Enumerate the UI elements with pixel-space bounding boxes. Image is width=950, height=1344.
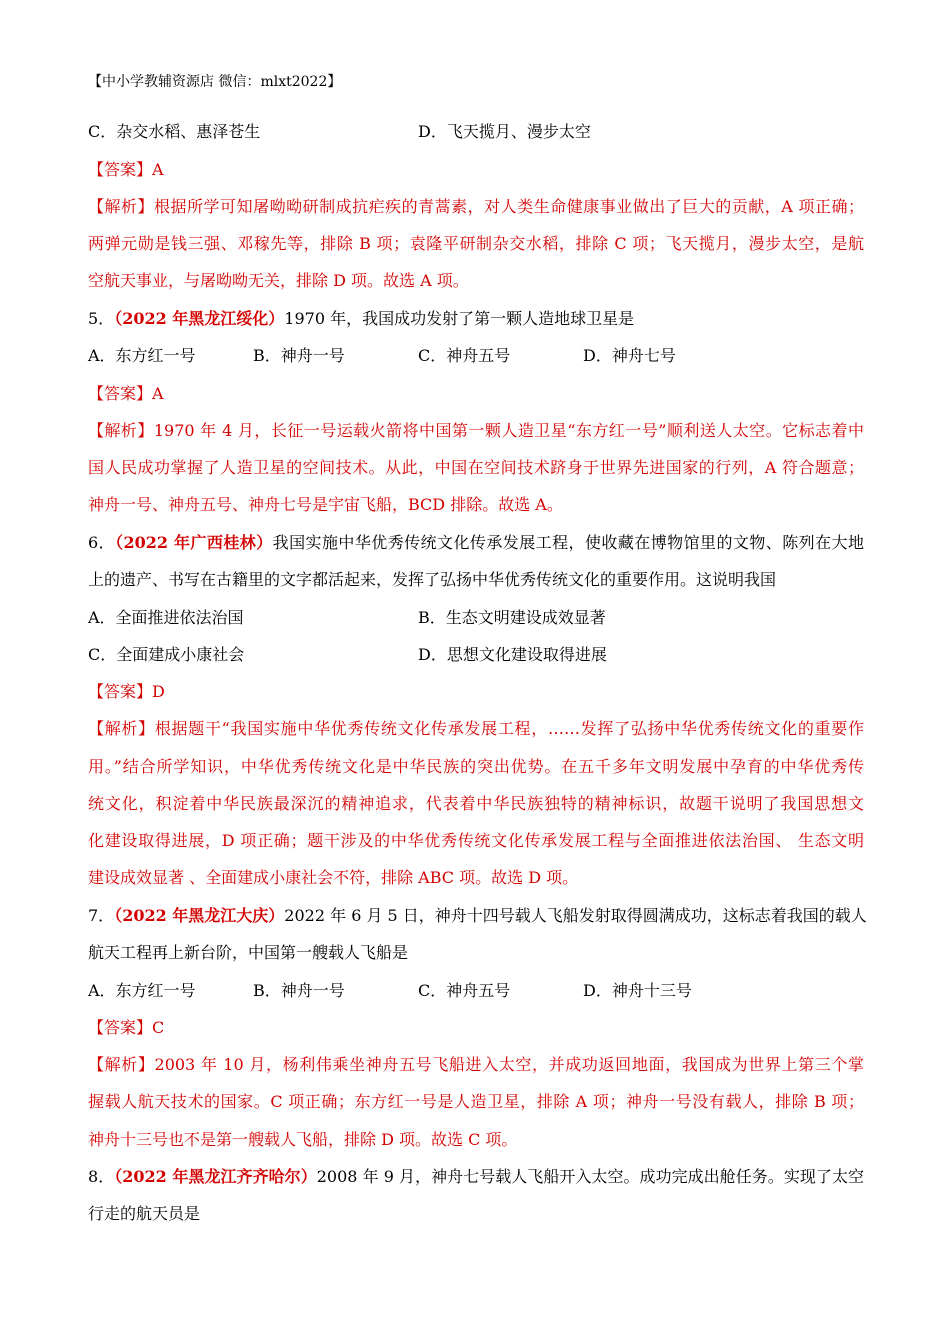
- q4-analysis-line-3: 空航天事业，与屠呦呦无关，排除 D 项。故选 A 项。: [88, 271, 469, 290]
- q6-option-d: D．思想文化建设取得进展: [418, 645, 607, 664]
- q4-answer: [88, 160, 864, 180]
- question-source: （2022 年黑龙江大庆）: [114, 906, 285, 925]
- q6-option-a: A．全面推进依法治国: [88, 608, 244, 627]
- q6-answer: 【答案】D: [88, 682, 165, 701]
- q8-stem-line-2: 行走的航天员是: [88, 1204, 201, 1223]
- question-source: （2022 年黑龙江绥化）: [114, 309, 285, 328]
- question-source: （2022 年黑龙江齐齐哈尔）: [114, 1167, 317, 1186]
- q5-answer: 【答案】A: [88, 384, 164, 403]
- q7-option-a: A．东方红一号: [88, 981, 196, 1000]
- question-number: 5．: [88, 309, 115, 328]
- q7-option-c: C．神舟五号: [418, 981, 511, 1000]
- q6-option-c: C．全面建成小康社会: [88, 645, 245, 664]
- q4-analysis-line-1: 【解析】根据所学可知屠呦呦研制成抗疟疾的青蒿素，对人类生命健康事业做出了巨大的贡献，A 项正确；: [88, 197, 864, 216]
- q6-stem-line-2: 上的遗产、书写在古籍里的文字都活起来，发挥了弘扬中华优秀传统文化的重要作用。这说明我国: [88, 570, 777, 589]
- q4-option-c: C．杂交水稻、惠泽苍生: [88, 122, 261, 141]
- q7-stem-line-2: 航天工程再上新台阶，中国第一艘载人飞船是: [88, 943, 409, 962]
- q7-analysis-line-2: 握载人航天技术的国家。C 项正确；东方红一号是人造卫星，排除 A 项；神舟一号没有载人，排除 B 项；: [88, 1092, 864, 1111]
- q5-option-a: A．东方红一号: [88, 346, 196, 365]
- q6-analysis-line-4: 化建设取得进展，D 项正确；题干涉及的中华优秀传统文化传承发展工程与全面推进依法治国、 生态文明: [88, 831, 864, 850]
- q5-analysis-line-3: 神舟一号、神舟五号、神舟七号是宇宙飞船，BCD 排除。故选 A。: [88, 495, 563, 514]
- q7-analysis-line-1: 【解析】2003 年 10 月，杨利伟乘坐神舟五号飞船进入太空，并成功返回地面，我国成为世界上第三个掌: [88, 1055, 864, 1074]
- q5-option-c: C．神舟五号: [418, 346, 511, 365]
- q7-analysis-line-3: 神舟十三号也不是第一艘载人飞船，排除 D 项。故选 C 项。: [88, 1130, 518, 1149]
- q5-option-b: B．神舟一号: [253, 346, 345, 365]
- q6-analysis-line-1: 【解析】根据题干“我国实施中华优秀传统文化传承发展工程，……发挥了弘扬中华优秀传统文化的重要作: [88, 719, 864, 738]
- q7-option-b: B．神舟一号: [253, 981, 345, 1000]
- page-header: 【中小学教辅资源店 微信：mlxt2022】: [88, 74, 342, 90]
- q5-option-d: D．神舟七号: [583, 346, 676, 365]
- q5-analysis-line-1: 【解析】1970 年 4 月，长征一号运载火箭将中国第一颗人造卫星“东方红一号”顺利送人太空。它标志着中: [88, 421, 864, 440]
- q7-option-d: D．神舟十三号: [583, 981, 692, 1000]
- q6-analysis-line-2: 用。”结合所学知识，中华优秀传统文化是中华民族的突出优势。在五千多年文明发展中孕育的中华优秀传: [88, 757, 864, 776]
- q4-option-d: D．飞天揽月、漫步太空: [418, 122, 591, 141]
- answer-value: A: [152, 160, 164, 179]
- q8-stem-line-1: 8．（2022 年黑龙江齐齐哈尔）2008 年 9 月，神舟七号载人飞船开入太空。成功完成出舱任务。实现了太空: [88, 1167, 864, 1186]
- q4-analysis-line-2: 两弹元勋是钱三强、邓稼先等，排除 B 项；袁隆平研制杂交水稻，排除 C 项；飞天揽月，漫步太空，是航: [88, 234, 864, 253]
- q5-analysis-line-2: 国人民成功掌握了人造卫星的空间技术。从此，中国在空间技术跻身于世界先进国家的行列，A 符合题意；: [88, 458, 864, 477]
- q7-stem-line-1: 7．（2022 年黑龙江大庆）2022 年 6 月 5 日，神舟十四号载人飞船发射取得圆满成功，这标志着我国的载人: [88, 906, 867, 925]
- q6-stem-line-1: 6．（2022 年广西桂林）我国实施中华优秀传统文化传承发展工程，使收藏在博物馆里的文物、陈列在大地: [88, 533, 864, 552]
- q7-answer: 【答案】C: [88, 1018, 165, 1037]
- q6-option-b: B．生态文明建设成效显著: [418, 608, 606, 627]
- q6-analysis-line-3: 统文化，积淀着中华民族最深沉的精神追求，代表着中华民族独特的精神标识，故题干说明了我国思想文: [88, 794, 864, 813]
- q6-analysis-line-5: 建设成效显著 、全面建成小康社会不符，排除 ABC 项。故选 D 项。: [88, 868, 579, 887]
- answer-label: 【答案】: [88, 160, 153, 179]
- question-source: （2022 年广西桂林）: [115, 533, 273, 552]
- q5-stem: 5．（2022 年黑龙江绥化）1970 年，我国成功发射了第一颗人造地球卫星是: [88, 309, 635, 328]
- analysis-label: 【解析】: [88, 197, 155, 216]
